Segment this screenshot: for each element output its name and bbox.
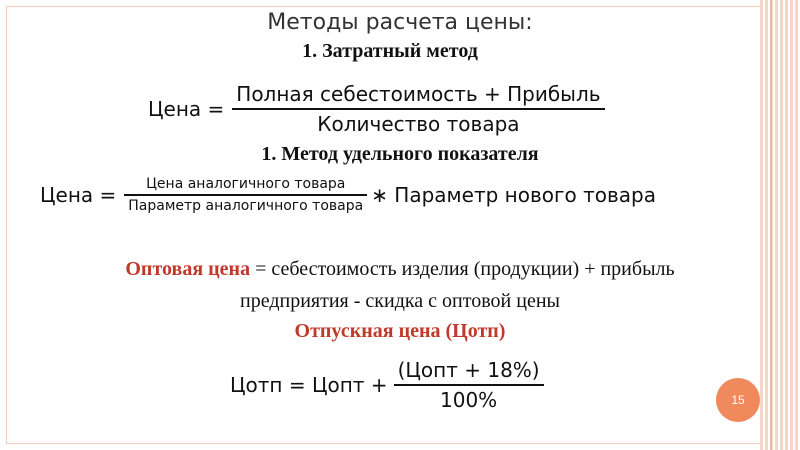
- fraction: [394, 358, 544, 412]
- formula-unit-indicator: [40, 176, 656, 214]
- decorative-border: [760, 0, 800, 450]
- fraction-numerator: Цена аналогичного товара: [146, 176, 346, 192]
- page-number-badge: 15: [716, 378, 760, 422]
- fraction-numerator: (Цопт + 18%): [397, 358, 540, 382]
- fraction-denominator: 100%: [440, 387, 498, 412]
- fraction-denominator: Количество товара: [317, 111, 520, 136]
- formula-release-price: [230, 358, 544, 412]
- wholesale-price-line2: предприятия - скидка с оптовой цены: [240, 290, 560, 312]
- heading-unit-indicator-method: 1. Метод удельного показателя: [261, 143, 539, 165]
- formula-cost-method: [148, 82, 605, 136]
- fraction-denominator: Параметр аналогичного товара: [128, 197, 364, 214]
- heading-cost-method: 1. Затратный метод: [302, 40, 478, 62]
- wholesale-price-definition: = себестоимость изделия (продукции) + прибыль: [250, 258, 675, 280]
- release-price-heading: Отпускная цена (Цотп): [294, 320, 506, 342]
- formula-lhs: Цотп = Цопт +: [230, 372, 388, 397]
- fraction-numerator: Полная себестоимость + Прибыль: [236, 82, 601, 106]
- wholesale-price-line1: [0, 258, 800, 281]
- formula-lhs: Цена =: [148, 96, 225, 121]
- formula-tail: ∗ Параметр нового товара: [371, 182, 656, 207]
- fraction: [124, 176, 367, 214]
- formula-lhs: Цена =: [40, 182, 117, 207]
- wholesale-price-term: Оптовая цена: [125, 258, 251, 280]
- slide-title: Методы расчета цены:: [267, 10, 533, 35]
- fraction: [232, 82, 604, 136]
